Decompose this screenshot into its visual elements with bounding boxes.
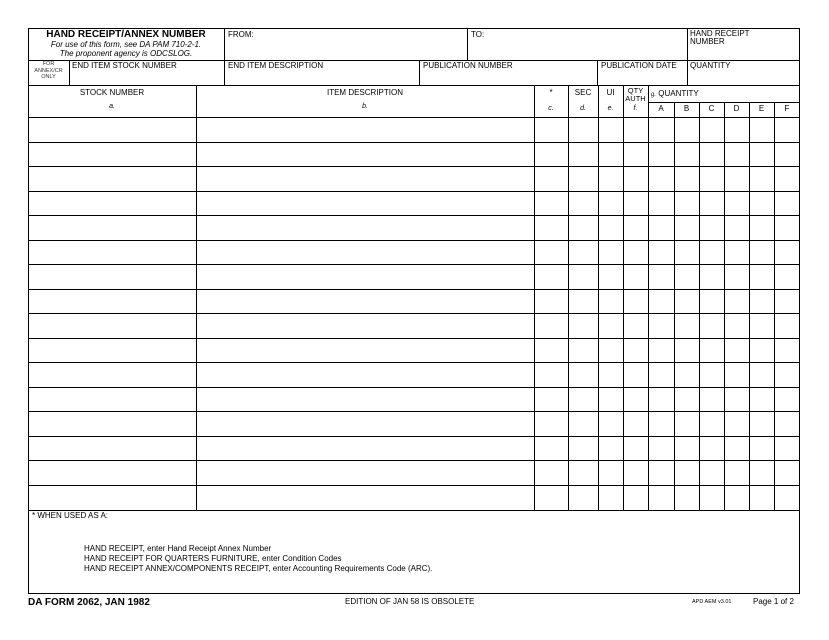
table-cell[interactable] — [750, 143, 774, 166]
column-item-description: ITEM DESCRIPTION — [326, 88, 403, 97]
table-cell[interactable] — [700, 118, 724, 141]
quantity-sub-d: D — [733, 104, 740, 113]
table-cell[interactable] — [775, 143, 800, 166]
table-cell[interactable] — [675, 363, 699, 386]
table-row — [28, 460, 800, 485]
table-row — [28, 240, 800, 265]
table-cell[interactable] — [197, 143, 534, 166]
table-cell[interactable] — [649, 290, 674, 313]
from-field[interactable] — [225, 40, 466, 59]
table-row — [28, 313, 800, 338]
table-cell[interactable] — [775, 290, 800, 313]
table-cell[interactable] — [624, 339, 648, 362]
end-item-stock-number-label: END ITEM STOCK NUMBER — [72, 61, 177, 70]
table-cell[interactable] — [569, 461, 598, 484]
table-cell[interactable] — [535, 290, 568, 313]
table-cell[interactable] — [29, 192, 196, 215]
table-cell[interactable] — [624, 216, 648, 239]
table-cell[interactable] — [599, 216, 623, 239]
table-cell[interactable] — [750, 339, 774, 362]
table-cell[interactable] — [700, 265, 724, 288]
table-cell[interactable] — [624, 437, 648, 460]
to-field[interactable] — [468, 40, 686, 59]
table-cell[interactable] — [750, 290, 774, 313]
form-usage-note: For use of this form, see DA PAM 710-2-1. — [50, 40, 202, 49]
table-cell[interactable] — [535, 437, 568, 460]
table-cell[interactable] — [775, 437, 800, 460]
table-cell[interactable] — [569, 290, 598, 313]
table-cell[interactable] — [750, 192, 774, 215]
table-cell[interactable] — [569, 314, 598, 337]
table-cell[interactable] — [750, 388, 774, 411]
table-cell[interactable] — [649, 363, 674, 386]
table-cell[interactable] — [649, 461, 674, 484]
table-cell[interactable] — [700, 167, 724, 190]
table-cell[interactable] — [569, 339, 598, 362]
table-cell[interactable] — [29, 167, 196, 190]
table-cell[interactable] — [535, 388, 568, 411]
table-cell[interactable] — [649, 241, 674, 264]
table-cell[interactable] — [535, 314, 568, 337]
table-cell[interactable] — [535, 363, 568, 386]
table-cell[interactable] — [700, 290, 724, 313]
table-cell[interactable] — [775, 388, 800, 411]
column-letter-b: b. — [362, 103, 368, 110]
form-proponent-note: The proponent agency is ODCSLOG. — [59, 49, 193, 58]
table-cell[interactable] — [624, 461, 648, 484]
table-cell[interactable] — [700, 339, 724, 362]
table-cell[interactable] — [29, 143, 196, 166]
table-cell[interactable] — [535, 118, 568, 141]
column-letter-a: a. — [109, 103, 115, 110]
table-cell[interactable] — [569, 118, 598, 141]
hand-receipt-number-label-line1: HAND RECEIPT — [690, 29, 750, 38]
table-cell[interactable] — [675, 314, 699, 337]
when-used-note: * WHEN USED AS A: — [32, 511, 109, 520]
publication-number-label: PUBLICATION NUMBER — [423, 61, 513, 70]
table-row — [28, 485, 800, 510]
table-row — [28, 215, 800, 240]
table-cell[interactable] — [599, 314, 623, 337]
table-cell[interactable] — [649, 486, 674, 509]
table-cell[interactable] — [197, 118, 534, 141]
table-cell[interactable] — [599, 143, 623, 166]
table-cell[interactable] — [569, 216, 598, 239]
table-cell[interactable] — [700, 216, 724, 239]
column-letter-e: e. — [607, 105, 614, 112]
table-cell[interactable] — [649, 339, 674, 362]
table-cell[interactable] — [29, 290, 196, 313]
table-cell[interactable] — [750, 437, 774, 460]
table-cell[interactable] — [197, 265, 534, 288]
table-cell[interactable] — [649, 167, 674, 190]
column-letter-f: f. — [633, 105, 638, 112]
table-cell[interactable] — [599, 265, 623, 288]
table-cell[interactable] — [535, 265, 568, 288]
table-row — [28, 289, 800, 314]
table-cell[interactable] — [197, 216, 534, 239]
table-cell[interactable] — [29, 461, 196, 484]
table-cell[interactable] — [725, 241, 749, 264]
table-cell[interactable] — [649, 143, 674, 166]
table-row — [28, 117, 800, 142]
table-cell[interactable] — [197, 290, 534, 313]
table-cell[interactable] — [725, 461, 749, 484]
for-annex-label — [28, 61, 69, 81]
usage-instruction-2: HAND RECEIPT FOR QUARTERS FURNITURE, enter Condition Codes — [84, 554, 342, 563]
table-cell[interactable] — [29, 363, 196, 386]
table-cell[interactable] — [775, 461, 800, 484]
table-cell[interactable] — [700, 486, 724, 509]
table-cell[interactable] — [725, 437, 749, 460]
table-cell[interactable] — [624, 314, 648, 337]
table-cell[interactable] — [725, 167, 749, 190]
table-cell[interactable] — [675, 486, 699, 509]
table-cell[interactable] — [197, 363, 534, 386]
table-row — [28, 338, 800, 363]
column-qty-auth-line1: QTY — [627, 86, 644, 95]
column-quantity-label: QUANTITY — [658, 89, 699, 98]
for-annex-label-line3: ONLY — [41, 74, 56, 80]
table-cell[interactable] — [675, 118, 699, 141]
table-cell[interactable] — [599, 363, 623, 386]
form-number: DA FORM 2062, JAN 1982 — [28, 597, 150, 608]
table-cell[interactable] — [29, 216, 196, 239]
table-cell[interactable] — [535, 461, 568, 484]
table-cell[interactable] — [675, 216, 699, 239]
column-quantity — [651, 89, 699, 98]
end-item-description-label: END ITEM DESCRIPTION — [228, 61, 324, 70]
table-cell[interactable] — [624, 118, 648, 141]
end-item-stock-number-field[interactable] — [70, 71, 223, 84]
divider — [28, 510, 800, 511]
for-annex-label-line1: FOR — [42, 61, 55, 67]
table-cell[interactable] — [569, 265, 598, 288]
quantity-sub-f: F — [784, 104, 790, 113]
usage-instructions — [84, 544, 432, 574]
table-cell[interactable] — [775, 241, 800, 264]
table-cell[interactable] — [725, 118, 749, 141]
table-cell[interactable] — [569, 363, 598, 386]
table-cell[interactable] — [675, 290, 699, 313]
table-cell[interactable] — [750, 461, 774, 484]
table-cell[interactable] — [624, 241, 648, 264]
table-cell[interactable] — [599, 437, 623, 460]
table-cell[interactable] — [700, 143, 724, 166]
column-letter-c: c. — [548, 105, 554, 112]
publication-number-field[interactable] — [420, 71, 596, 84]
table-cell[interactable] — [599, 241, 623, 264]
table-cell[interactable] — [675, 437, 699, 460]
table-cell[interactable] — [649, 192, 674, 215]
quantity-sub-a: A — [658, 104, 664, 113]
table-cell[interactable] — [599, 290, 623, 313]
table-row — [28, 387, 800, 412]
table-cell[interactable] — [197, 388, 534, 411]
quantity-sub-c: C — [708, 104, 715, 113]
table-cell[interactable] — [624, 192, 648, 215]
table-cell[interactable] — [775, 118, 800, 141]
table-cell[interactable] — [750, 118, 774, 141]
table-cell[interactable] — [700, 363, 724, 386]
table-cell[interactable] — [197, 339, 534, 362]
table-cell[interactable] — [700, 412, 724, 435]
table-cell[interactable] — [725, 192, 749, 215]
table-cell[interactable] — [197, 314, 534, 337]
form-title: HAND RECEIPT/ANNEX NUMBER — [46, 29, 206, 40]
table-cell[interactable] — [750, 265, 774, 288]
table-cell[interactable] — [569, 143, 598, 166]
table-cell[interactable] — [569, 192, 598, 215]
quantity-sub-b: B — [683, 104, 690, 113]
table-cell[interactable] — [725, 265, 749, 288]
table-cell[interactable] — [624, 486, 648, 509]
table-cell[interactable] — [700, 314, 724, 337]
table-cell[interactable] — [569, 167, 598, 190]
table-cell[interactable] — [675, 167, 699, 190]
table-cell[interactable] — [29, 314, 196, 337]
table-cell[interactable] — [569, 412, 598, 435]
table-cell[interactable] — [725, 216, 749, 239]
table-cell[interactable] — [624, 143, 648, 166]
table-cell[interactable] — [750, 363, 774, 386]
table-cell[interactable] — [197, 461, 534, 484]
table-cell[interactable] — [675, 412, 699, 435]
table-cell[interactable] — [599, 461, 623, 484]
table-cell[interactable] — [197, 412, 534, 435]
table-cell[interactable] — [725, 363, 749, 386]
table-cell[interactable] — [675, 192, 699, 215]
table-cell[interactable] — [649, 412, 674, 435]
table-cell[interactable] — [197, 192, 534, 215]
table-cell[interactable] — [197, 167, 534, 190]
usage-instruction-3: HAND RECEIPT ANNEX/COMPONENTS RECEIPT, enter Accounting Requirements Code (ARC). — [84, 564, 433, 573]
table-cell[interactable] — [569, 241, 598, 264]
column-star: * — [549, 88, 553, 97]
form-title-block — [28, 29, 224, 58]
table-cell[interactable] — [750, 412, 774, 435]
table-cell[interactable] — [775, 167, 800, 190]
table-cell[interactable] — [725, 486, 749, 509]
hand-receipt-number-label-line2: NUMBER — [690, 37, 725, 46]
column-qty-auth-line2: AUTH — [625, 94, 646, 103]
table-cell[interactable] — [725, 290, 749, 313]
table-cell[interactable] — [29, 265, 196, 288]
quantity-label: QUANTITY — [690, 61, 731, 70]
table-cell[interactable] — [649, 314, 674, 337]
table-cell[interactable] — [750, 167, 774, 190]
from-label: FROM: — [228, 30, 254, 39]
table-cell[interactable] — [29, 241, 196, 264]
table-cell[interactable] — [599, 192, 623, 215]
table-cell[interactable] — [29, 118, 196, 141]
table-cell[interactable] — [599, 339, 623, 362]
table-cell[interactable] — [535, 241, 568, 264]
table-cell[interactable] — [725, 388, 749, 411]
for-annex-label-line2: ANNEX/CR — [34, 67, 63, 74]
table-cell[interactable] — [750, 216, 774, 239]
table-cell[interactable] — [29, 437, 196, 460]
hand-receipt-number-label — [690, 30, 750, 46]
table-row — [28, 166, 800, 191]
divider — [28, 85, 800, 86]
to-label: TO: — [471, 30, 485, 39]
table-cell[interactable] — [700, 461, 724, 484]
table-cell[interactable] — [535, 143, 568, 166]
table-cell[interactable] — [750, 314, 774, 337]
table-cell[interactable] — [675, 241, 699, 264]
table-cell[interactable] — [197, 437, 534, 460]
table-cell[interactable] — [599, 118, 623, 141]
publication-date-label: PUBLICATION DATE — [601, 61, 677, 70]
table-cell[interactable] — [569, 388, 598, 411]
page-number: Page 1 of 2 — [753, 597, 794, 606]
table-row — [28, 142, 800, 167]
table-cell[interactable] — [624, 412, 648, 435]
column-stock-number: STOCK NUMBER — [79, 88, 145, 97]
column-letter-g: g. — [651, 92, 657, 98]
table-cell[interactable] — [700, 241, 724, 264]
table-cell[interactable] — [750, 486, 774, 509]
table-cell[interactable] — [725, 314, 749, 337]
table-cell[interactable] — [599, 412, 623, 435]
column-sec: SEC — [574, 88, 592, 97]
table-cell[interactable] — [29, 339, 196, 362]
table-cell[interactable] — [535, 339, 568, 362]
column-ui: UI — [606, 88, 615, 97]
table-cell[interactable] — [775, 412, 800, 435]
column-qty-auth — [623, 87, 648, 103]
column-letter-d: d. — [580, 105, 586, 112]
table-row — [28, 411, 800, 436]
table-cell[interactable] — [725, 143, 749, 166]
quantity-sub-e: E — [758, 104, 765, 113]
table-cell[interactable] — [535, 216, 568, 239]
table-cell[interactable] — [675, 143, 699, 166]
table-cell[interactable] — [599, 388, 623, 411]
table-cell[interactable] — [725, 339, 749, 362]
table-cell[interactable] — [624, 290, 648, 313]
table-cell[interactable] — [535, 192, 568, 215]
table-cell[interactable] — [197, 241, 534, 264]
publication-date-field[interactable] — [598, 71, 686, 84]
table-cell[interactable] — [649, 265, 674, 288]
table-row — [28, 436, 800, 461]
table-cell[interactable] — [624, 167, 648, 190]
table-cell[interactable] — [775, 265, 800, 288]
table-cell[interactable] — [535, 167, 568, 190]
end-item-description-field[interactable] — [225, 71, 418, 84]
table-cell[interactable] — [624, 388, 648, 411]
table-row — [28, 362, 800, 387]
table-cell[interactable] — [700, 437, 724, 460]
table-cell[interactable] — [775, 486, 800, 509]
table-cell[interactable] — [775, 339, 800, 362]
quantity-field[interactable] — [688, 71, 799, 84]
table-row — [28, 191, 800, 216]
table-cell[interactable] — [649, 437, 674, 460]
table-cell[interactable] — [775, 363, 800, 386]
table-cell[interactable] — [535, 486, 568, 509]
table-cell[interactable] — [624, 265, 648, 288]
table-cell[interactable] — [700, 388, 724, 411]
table-cell[interactable] — [197, 486, 534, 509]
edition-note: EDITION OF JAN 58 IS OBSOLETE — [345, 597, 475, 606]
hand-receipt-number-field[interactable] — [688, 47, 799, 59]
table-cell[interactable] — [675, 265, 699, 288]
table-cell[interactable] — [569, 486, 598, 509]
table-cell[interactable] — [29, 486, 196, 509]
table-cell[interactable] — [675, 388, 699, 411]
table-cell[interactable] — [775, 216, 800, 239]
table-cell[interactable] — [535, 412, 568, 435]
apd-version: APD AEM v3.01 — [692, 599, 732, 605]
usage-instruction-1: HAND RECEIPT, enter Hand Receipt Annex Number — [84, 544, 272, 553]
table-cell[interactable] — [29, 412, 196, 435]
table-cell[interactable] — [599, 486, 623, 509]
table-cell[interactable] — [29, 388, 196, 411]
table-row — [28, 264, 800, 289]
table-cell[interactable] — [700, 192, 724, 215]
table-cell[interactable] — [649, 118, 674, 141]
table-cell[interactable] — [569, 437, 598, 460]
table-cell[interactable] — [675, 461, 699, 484]
table-cell[interactable] — [649, 388, 674, 411]
table-cell[interactable] — [775, 314, 800, 337]
table-cell[interactable] — [624, 363, 648, 386]
table-cell[interactable] — [675, 339, 699, 362]
table-cell[interactable] — [775, 192, 800, 215]
table-cell[interactable] — [649, 216, 674, 239]
table-cell[interactable] — [725, 412, 749, 435]
table-cell[interactable] — [599, 167, 623, 190]
table-cell[interactable] — [750, 241, 774, 264]
